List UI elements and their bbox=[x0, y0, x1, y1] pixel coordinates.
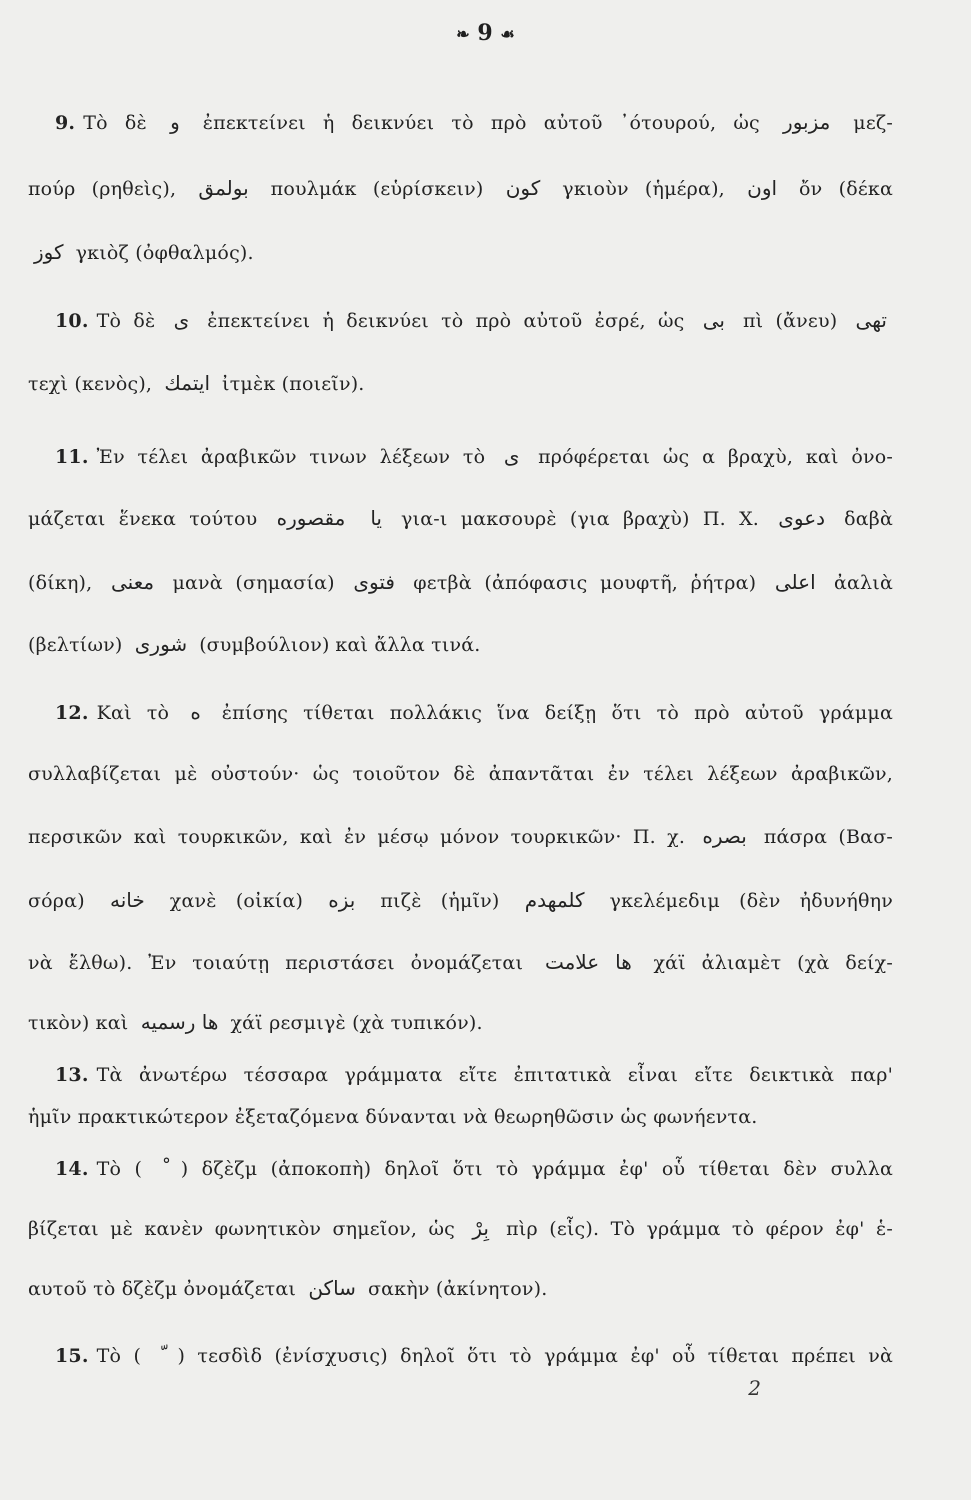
greek-text: χάϊ ρεσμιγὲ (χὰ τυπικόν). bbox=[230, 1012, 483, 1034]
paragraph-9-line-1 bbox=[55, 102, 893, 142]
greek-text: γκελέμεδιμ (δὲν ἠδυνήθην bbox=[609, 890, 893, 912]
paragraph-number: 12. bbox=[55, 702, 89, 724]
paragraph-9-line-2 bbox=[28, 168, 893, 208]
paragraph-number: 9. bbox=[55, 112, 76, 134]
right-ornament: ☙ bbox=[500, 24, 515, 44]
greek-text: (δίκη), bbox=[28, 572, 93, 594]
arabic-word: مزبور bbox=[783, 110, 831, 134]
greek-text: ἀαλιὰ bbox=[834, 572, 893, 594]
arabic-word: دعوى bbox=[778, 506, 826, 530]
greek-text: ) δζὲζμ (ἀποκοπὴ) δηλοῖ ὅτι τὸ γράμμα ἐφ' οὗ τίθεται δὲν συλλα bbox=[180, 1158, 893, 1180]
arabic-word: ى bbox=[173, 308, 190, 332]
greek-text: χάϊ ἀλιαμὲτ (χὰ δείχ- bbox=[653, 952, 893, 974]
arabic-word: معنى bbox=[110, 570, 155, 594]
greek-text: μανὰ (σημασία) bbox=[172, 572, 335, 594]
arabic-word: اعلى bbox=[774, 570, 816, 594]
paragraph-11-line-1 bbox=[55, 436, 893, 476]
paragraph-12-line-4 bbox=[28, 880, 893, 920]
arabic-word: يا bbox=[370, 506, 382, 530]
paragraph-13-line-2 bbox=[28, 1097, 893, 1137]
arabic-word: بولمق bbox=[198, 176, 249, 200]
paragraph-12-line-5 bbox=[28, 942, 893, 982]
greek-text: μεζ- bbox=[853, 112, 893, 134]
left-ornament: ❧ bbox=[456, 24, 470, 44]
arabic-word: فتوى bbox=[353, 570, 395, 594]
greek-text: δαβὰ bbox=[844, 508, 893, 530]
arabic-word: بصره bbox=[702, 824, 747, 848]
arabic-word: اون bbox=[747, 176, 778, 200]
arabic-word: ها رسميه bbox=[140, 1010, 219, 1034]
arabic-word: شورى bbox=[134, 632, 188, 656]
arabic-word: ساكن bbox=[308, 1276, 356, 1300]
greek-text: Τὸ ( bbox=[96, 1345, 142, 1367]
signature-mark: 2 bbox=[748, 1376, 761, 1400]
greek-text: Ἐν τέλει ἀραβικῶν τινων λέξεων τὸ bbox=[96, 446, 486, 468]
arabic-word: تهى bbox=[855, 308, 887, 332]
greek-text: ἐπίσης τίθεται πολλάκις ἵνα δείξῃ ὅτι τὸ πρὸ αὐτοῦ γράμμα bbox=[221, 702, 893, 724]
paragraph-12-line-3 bbox=[28, 816, 893, 856]
greek-text: πιζὲ (ἡμῖν) bbox=[380, 890, 500, 912]
greek-text: ) τεσδὶδ (ἐνίσχυσις) δηλοῖ ὅτι τὸ γράμμα ἐφ' οὗ τίθεται πρέπει νὰ bbox=[177, 1345, 893, 1367]
greek-text: γκιὸζ (ὀφθαλμός). bbox=[75, 242, 254, 264]
paragraph-10-line-1 bbox=[55, 300, 893, 340]
paragraph-10-line-2 bbox=[28, 363, 893, 403]
greek-text: μάζεται ἕνεκα τούτου bbox=[28, 508, 258, 530]
greek-text: Τὰ ἀνωτέρω τέσσαρα γράμματα εἴτε ἐπιτατικὰ εἶναι εἴτε δεικτικὰ παρ' bbox=[96, 1064, 893, 1086]
arabic-word: بزه bbox=[328, 888, 356, 912]
paragraph-9-line-3 bbox=[28, 232, 893, 272]
paragraph-13-line-1 bbox=[55, 1055, 893, 1095]
greek-text: πούρ (ρηθεὶς), bbox=[28, 178, 177, 200]
greek-text: συλλαβίζεται μὲ οὐστούν· ὡς τοιοῦτον δὲ ἀπαντᾶται ἐν τέλει λέξεων ἀραβικῶν, bbox=[28, 763, 893, 785]
arabic-word: كون bbox=[505, 176, 541, 200]
greek-text: νὰ ἔλθω). Ἐν τοιαύτῃ περιστάσει ὀνομάζεται bbox=[28, 952, 524, 974]
arabic-word: و bbox=[170, 110, 180, 134]
greek-text: Τὸ δὲ bbox=[96, 310, 156, 332]
greek-text: φετβὰ (ἀπόφασις μουφτῆ, ῥήτρα) bbox=[413, 572, 757, 594]
arabic-word: ى bbox=[503, 444, 520, 468]
arabic-word: ايتمك bbox=[164, 371, 210, 395]
greek-text: ὄν (δέκα bbox=[799, 178, 893, 200]
greek-text: Καὶ τὸ bbox=[96, 702, 170, 724]
paragraph-14-line-2 bbox=[28, 1208, 893, 1248]
paragraph-number: 14. bbox=[55, 1158, 89, 1180]
greek-text: γκιοὺν (ἡμέρα), bbox=[562, 178, 725, 200]
greek-text: ἰτμὲκ (ποιεῖν). bbox=[222, 373, 365, 395]
greek-text: χανὲ (οἰκία) bbox=[169, 890, 304, 912]
greek-text: για-ι μακσουρὲ (για βραχὺ) Π. Χ. bbox=[401, 508, 760, 530]
paragraph-number: 11. bbox=[55, 446, 89, 468]
arabic-word: كوز bbox=[34, 240, 64, 264]
paragraph-12-line-6 bbox=[28, 1002, 893, 1042]
greek-text: (βελτίων) bbox=[28, 634, 123, 656]
paragraph-12-line-2 bbox=[28, 754, 893, 794]
greek-text: (συμβούλιον) καὶ ἄλλα τινά. bbox=[199, 634, 481, 656]
paragraph-14-line-1 bbox=[55, 1148, 893, 1188]
greek-text: βίζεται μὲ κανὲν φωνητικὸν σημεῖον, ὡς bbox=[28, 1218, 456, 1240]
greek-text: Τὸ ( bbox=[96, 1158, 143, 1180]
greek-text: Τὸ δὲ bbox=[83, 112, 147, 134]
paragraph-12-line-1 bbox=[55, 692, 893, 732]
arabic-word: كلمهدم bbox=[524, 888, 585, 912]
paragraph-11-line-4 bbox=[28, 624, 893, 664]
greek-text: ἡμῖν πρακτικώτερον ἐξεταζόμενα δύνανται νὰ θεωρηθῶσιν ὡς φωνήεντα. bbox=[28, 1106, 758, 1128]
greek-text: σόρα) bbox=[28, 890, 85, 912]
arabic-word: بى bbox=[702, 308, 725, 332]
arabic-word: مقصوره bbox=[276, 506, 346, 530]
paragraph-number: 10. bbox=[55, 310, 89, 332]
paragraph-11-line-3 bbox=[28, 562, 893, 602]
greek-text: σακὴν (ἀκίνητον). bbox=[367, 1278, 548, 1300]
page-header bbox=[0, 20, 971, 46]
greek-text: περσικῶν καὶ τουρκικῶν, καὶ ἐν μέσῳ μόνον τουρκικῶν· Π. χ. bbox=[28, 826, 686, 848]
greek-text: ἐπεκτείνει ἡ δεικνύει τὸ πρὸ αὐτοῦ ᾿ότουρού, ὡς bbox=[202, 112, 760, 134]
greek-text: πὶ (ἄνευ) bbox=[742, 310, 838, 332]
greek-text: ἐπεκτείνει ἡ δεικνύει τὸ πρὸ αὐτοῦ ἐσρέ, ὡς bbox=[207, 310, 685, 332]
paragraph-11-line-2 bbox=[28, 498, 893, 538]
arabic-word: ها علامت bbox=[544, 950, 632, 974]
page-number: 9 bbox=[477, 20, 493, 46]
greek-text: τεχὶ (κενὸς), bbox=[28, 373, 153, 395]
greek-text: αυτοῦ τὸ δζὲζμ ὀνομάζεται bbox=[28, 1278, 297, 1300]
paragraph-number: 13. bbox=[55, 1064, 89, 1086]
arabic-word: خانه bbox=[110, 888, 145, 912]
greek-text: πουλμάκ (εὑρίσκειν) bbox=[270, 178, 484, 200]
arabic-word: بِرْ bbox=[472, 1216, 489, 1240]
greek-text: πάσρα (Βασ- bbox=[763, 826, 893, 848]
paragraph-number: 15. bbox=[55, 1345, 89, 1367]
paragraph-14-line-3 bbox=[28, 1268, 893, 1308]
greek-text: πρόφέρεται ὡς α βραχὺ, καὶ ὀνο- bbox=[538, 446, 893, 468]
greek-text: τικὸν) καὶ bbox=[28, 1012, 129, 1034]
arabic-word: ه bbox=[190, 700, 201, 724]
paragraph-15-line-1 bbox=[55, 1335, 893, 1375]
greek-text: πὶρ (εἷς). Τὸ γράμμα τὸ φέρον ἐφ' ἑ- bbox=[506, 1218, 893, 1240]
